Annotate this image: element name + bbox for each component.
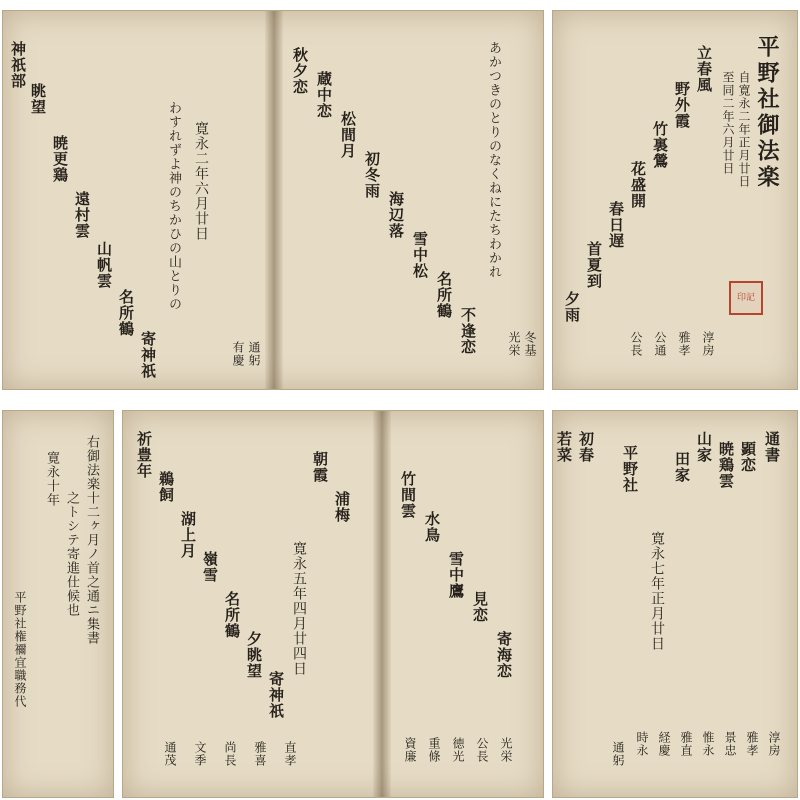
right-page: [283, 11, 543, 389]
text-column: 名所鶴: [223, 591, 241, 639]
text-column: 初春: [577, 431, 595, 463]
signature-line: 平野社権禰宜職務代: [13, 591, 27, 708]
text-column: 春日遅: [607, 201, 625, 249]
text-column: 眺望: [29, 83, 47, 115]
text-column: 湖上月: [179, 511, 197, 559]
text-column: 之トシテ寄進仕候也: [64, 491, 79, 617]
photo-bottom-middle-spread: [122, 410, 544, 798]
attribution: 雅孝: [677, 331, 691, 357]
attribution: 重條: [427, 737, 441, 763]
text-column: 首夏到: [585, 241, 603, 289]
text-column: わすれずよ神のちかひの山とりの: [166, 101, 181, 311]
text-column: 顕恋: [739, 441, 757, 473]
text-column: 嶺雪: [201, 551, 219, 583]
text-column: 平野社: [621, 445, 639, 493]
text-column: 竹間雲: [399, 471, 417, 519]
text-column: 浦梅: [333, 491, 351, 523]
text-column: 見恋: [471, 591, 489, 623]
photo-bottom-left-page: [2, 410, 114, 798]
attribution: 惟永: [701, 731, 715, 757]
text-column: 寄海恋: [495, 631, 513, 679]
attribution: 雅直: [679, 731, 693, 757]
text-column: 田家: [673, 451, 691, 483]
text-column: 夕眺望: [245, 631, 263, 679]
attribution: 文季: [193, 741, 207, 767]
text-column: 寄神祇: [139, 331, 157, 379]
text-column: 山帆雲: [95, 241, 113, 289]
text-column: 名所鶴: [117, 289, 135, 337]
attribution: 尚長: [223, 741, 237, 767]
right-page: [391, 411, 543, 797]
text-column: 祈豊年: [135, 431, 153, 479]
text-column: 暁更鶏: [51, 135, 69, 183]
date-range: 自寛永二年正月廿日: [737, 71, 751, 188]
text-column: 水鳥: [423, 511, 441, 543]
text-column: 名所鶴: [435, 271, 453, 319]
text-column: 蔵中恋: [315, 71, 333, 119]
attribution: 淳房: [701, 331, 715, 357]
date-range: 至同二年六月廿日: [721, 71, 735, 175]
left-page: [123, 411, 379, 797]
attribution: 通躬: [611, 741, 625, 767]
text-column: 雪中鷹: [447, 551, 465, 599]
left-page: [3, 11, 271, 389]
photo-bottom-right-page: [552, 410, 798, 798]
text-column: 山家: [695, 431, 713, 463]
text-column: 寛永十年: [44, 451, 59, 507]
attribution: 通躬: [247, 341, 261, 367]
text-column: 野外霞: [673, 81, 691, 129]
attribution: 公長: [475, 737, 489, 763]
attribution: 光栄: [499, 737, 513, 763]
text-column: 竹裏鶯: [651, 121, 669, 169]
attribution: 雅喜: [253, 741, 267, 767]
text-column: 寄神祇: [267, 671, 285, 719]
text-column: あかつきのとりのなくねにたちわかれ: [486, 41, 501, 279]
text-column: 海辺落: [387, 191, 405, 239]
text-column: 秋夕恋: [291, 47, 309, 95]
attribution: 淳房: [767, 731, 781, 757]
attribution: 有慶: [231, 341, 245, 367]
text-column: 松間月: [339, 111, 357, 159]
text-column: 朝霞: [311, 451, 329, 483]
attribution: 通茂: [163, 741, 177, 767]
text-column: 若菜: [555, 431, 573, 463]
photo-top-right-page: [552, 10, 798, 390]
attribution: 光栄: [507, 331, 521, 357]
attribution: 経慶: [657, 731, 671, 757]
date-line: 寛永七年正月廿日: [649, 531, 665, 651]
text-column: 暁鶏雲: [717, 441, 735, 489]
text-column: 夕雨: [563, 291, 581, 323]
text-column: 雪中松: [411, 231, 429, 279]
attribution: 雅孝: [745, 731, 759, 757]
text-column: 不逢恋: [459, 307, 477, 355]
text-column: 鵜飼: [157, 471, 175, 503]
red-seal-stamp: 印記: [729, 281, 763, 315]
date-line: 寛永五年四月廿四日: [291, 541, 307, 676]
attribution: 時永: [635, 731, 649, 757]
attribution: 公長: [629, 331, 643, 357]
text-column: 遠村雲: [73, 191, 91, 239]
text-column: 右御法楽十二ヶ月ノ首之通ニ集書: [84, 435, 99, 645]
attribution: 景忠: [723, 731, 737, 757]
attribution: 徳光: [451, 737, 465, 763]
text-column: 神祇部: [9, 41, 27, 89]
attribution: 冬基: [523, 331, 537, 357]
text-column: 通書: [763, 431, 781, 463]
attribution: 資廉: [403, 737, 417, 763]
text-column: 花盛開: [629, 161, 647, 209]
photo-top-left-spread: [2, 10, 544, 390]
document-title: 平野社御法楽: [754, 35, 780, 191]
text-column: 立春風: [695, 45, 713, 93]
text-column: 初冬雨: [363, 151, 381, 199]
attribution: 公通: [653, 331, 667, 357]
date-line: 寛永二年六月廿日: [193, 121, 209, 241]
attribution: 直孝: [283, 741, 297, 767]
